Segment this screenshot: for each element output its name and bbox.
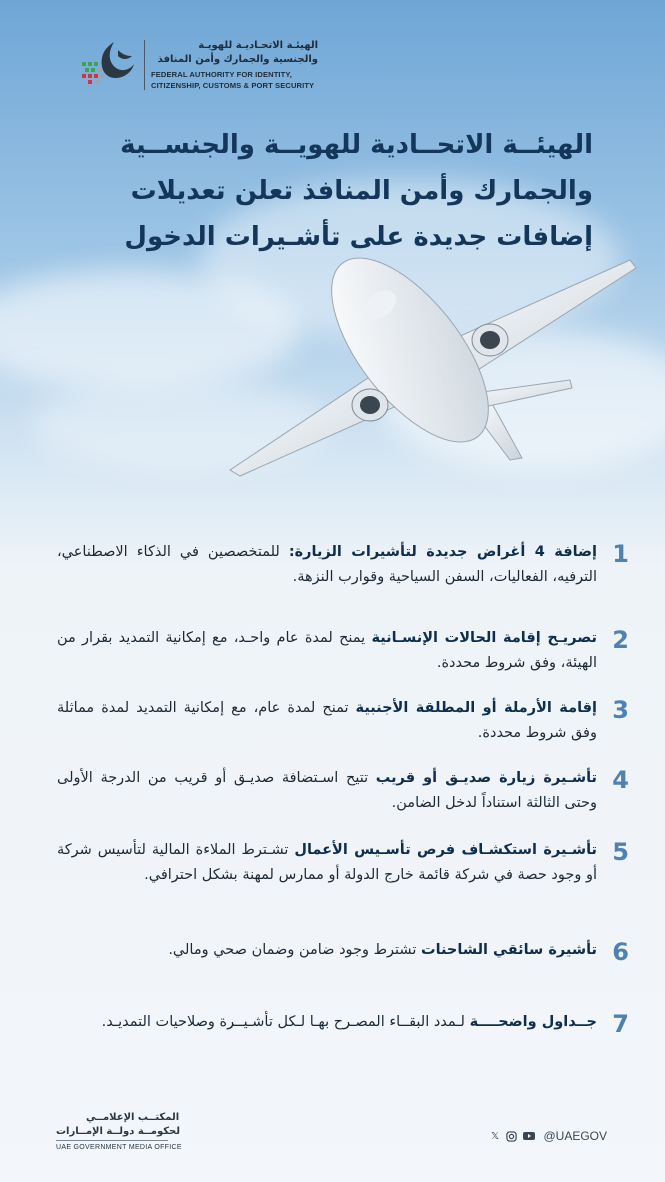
item-heading: تصريـح إقامة الحالات الإنسـانية [371,630,597,646]
logo-arabic-line2: والجنسية والجمارك وأمن المنافذ [157,54,318,65]
list-item [57,626,629,676]
falcon-logo-icon [78,38,138,92]
item-heading: تأشـيرة استكشـاف فرص تأسـيس الأعمال [294,842,597,858]
list-item [57,540,629,590]
item-text: للمتخصصين في الذكاء الاصطناعي، الترفيه، الفعاليات، السفن السياحية وقوارب النزهة. [57,544,597,585]
item-text: يمنح لمدة عام واحـد، مع إمكانية التمديد بقرار من الهيئة، وفق شروط محددة. [57,630,597,671]
media-office-arabic1: المكتــب الإعلامــي [86,1112,180,1123]
instagram-icon[interactable] [505,1130,518,1143]
list-item [57,766,629,816]
media-office-logo [56,1112,196,1162]
media-office-english: UAE GOVERNMENT MEDIA OFFICE [56,1144,182,1151]
title-line2: والجمارك وأمن المنافذ تعلن تعديلات [130,176,593,206]
media-office-divider [56,1140,168,1141]
page-title [53,122,593,260]
item-text: تشترط وجود ضامن وضمان صحي ومالي. [168,942,421,958]
logo-divider [144,40,145,90]
x-icon[interactable]: 𝕏 [490,1130,499,1142]
media-office-arabic2: لحكومــة دولــة الإمــارات [56,1126,180,1137]
logo-english-line2: CITIZENSHIP, CUSTOMS & PORT SECURITY [151,81,315,90]
social-handle[interactable]: @UAEGOV [543,1129,607,1143]
item-heading: إقامة الأرملة أو المطلقة الأجنبية [355,700,597,716]
item-text: تتيح اسـتضافة صديـق أو قريب من الدرجة الأولى وحتى الثالثة استناداً لدخل الضامن. [57,770,597,811]
authority-logo [78,34,318,96]
item-number: 5 [612,838,629,866]
item-number: 2 [612,626,629,654]
item-heading: إضافة 4 أغراض جديدة لتأشيرات الزيارة: [288,544,597,560]
title-line1: الهيئــة الاتحــادية للهويــة والجنســية [120,130,593,160]
item-heading: تأشـيرة زيارة صديـق أو قريب [375,770,598,786]
item-number: 6 [612,938,629,966]
item-number: 3 [612,696,629,724]
youtube-icon[interactable] [522,1130,535,1143]
list-item [57,1010,629,1038]
item-text: تشـترط الملاءة المالية لتأسيس شركة أو وجود حصة في شركة قائمة خارج الدولة أو ممارس لمهنة بشكل احترافي. [57,842,597,883]
item-text: تمنح لمدة عام، مع إمكانية التمديد لمدة مماثلة وفق شروط محددة. [57,700,597,741]
item-text: لـمدد البقــاء المصـرح بهـا لـكل تأشـيــرة وصلاحيات التمديـد. [101,1014,470,1030]
item-heading: تأشيرة سائقي الشاحنات [421,942,597,958]
list-item [57,696,629,746]
item-heading: جــداول واضحــــة [469,1014,597,1030]
list-item [57,838,629,888]
item-number: 4 [612,766,629,794]
logo-english-line1: FEDERAL AUTHORITY FOR IDENTITY, [151,70,292,79]
item-number: 1 [612,540,629,568]
list-item [57,938,629,966]
title-line3: إضافات جديدة على تأشـيرات الدخول [124,222,593,252]
item-number: 7 [612,1010,629,1038]
social-links [488,1128,607,1144]
airplane-image [210,250,640,490]
logo-arabic-line1: الهيئـة الاتحـاديـة للهويـة [198,40,318,51]
